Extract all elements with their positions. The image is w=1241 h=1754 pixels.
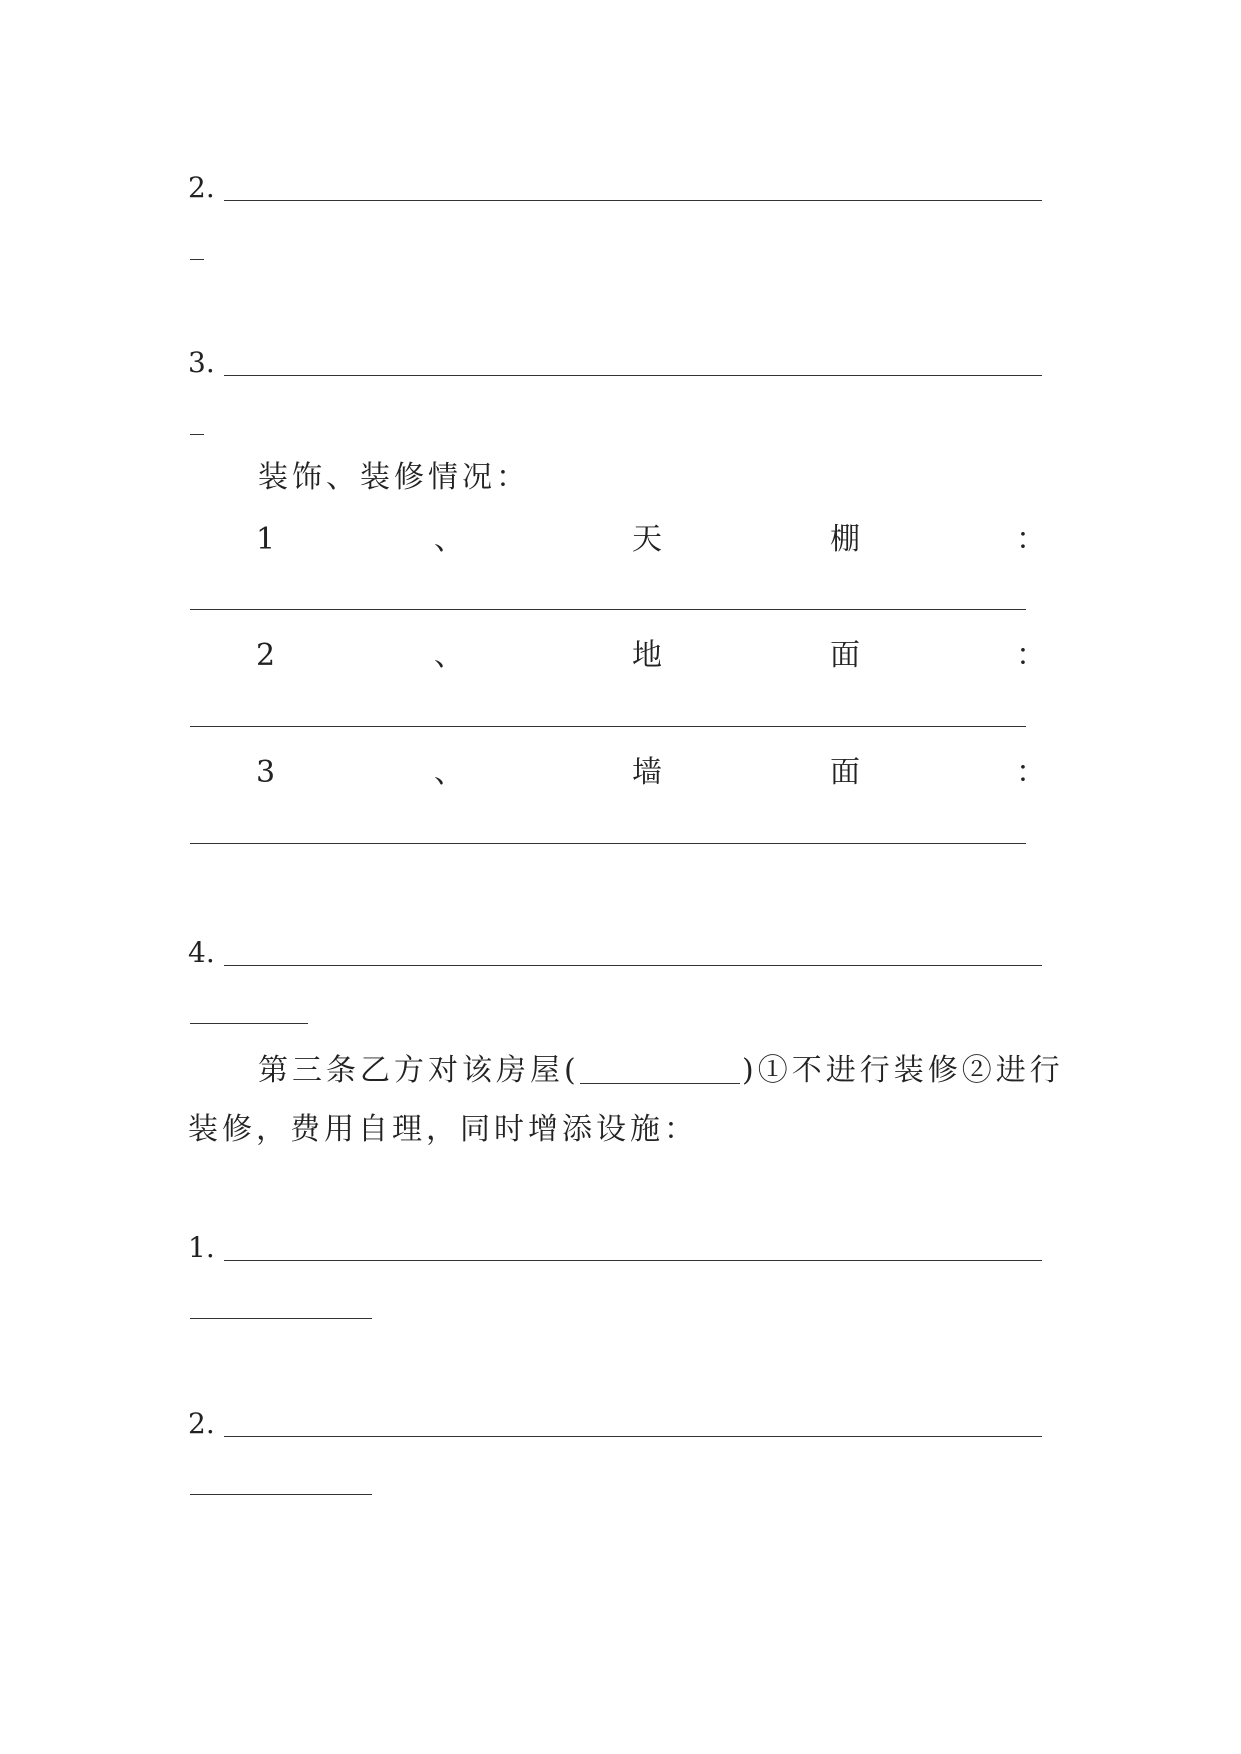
blank-line — [224, 375, 1042, 376]
list-number: 3. — [188, 346, 215, 379]
blank-line — [190, 434, 204, 435]
article-3-line2: 装修，费用自理，同时增添设施： — [188, 1112, 698, 1147]
item-colon: ： — [1016, 755, 1046, 790]
blank-line — [190, 726, 1026, 727]
item-separator: 、 — [434, 522, 464, 557]
item-separator: 、 — [434, 755, 464, 790]
blank-line — [224, 200, 1042, 201]
item-number: 2 — [256, 638, 276, 673]
item-separator: 、 — [434, 638, 464, 673]
item-label-char: 面 — [830, 638, 860, 673]
item-label-char: 墙 — [632, 755, 662, 790]
list-number: 2. — [188, 171, 215, 204]
item-number: 1 — [256, 522, 276, 557]
blank-line — [224, 1436, 1042, 1437]
choice-blank — [580, 1083, 740, 1084]
list-number: 1. — [188, 1231, 215, 1264]
section-heading: 装饰、装修情况： — [258, 460, 530, 495]
article-3-line1-prefix: 第三条乙方对该房屋( — [258, 1053, 580, 1088]
blank-line — [224, 965, 1042, 966]
blank-line — [190, 1023, 308, 1024]
blank-line — [190, 609, 1026, 610]
blank-line — [190, 843, 1026, 844]
item-label-char: 面 — [830, 755, 860, 790]
blank-line — [190, 1494, 372, 1495]
list-number: 2. — [188, 1407, 215, 1440]
item-label-char: 天 — [632, 522, 662, 557]
blank-line — [224, 1260, 1042, 1261]
article-3-line1-suffix: )①不进行装修②进行 — [742, 1053, 1064, 1088]
item-label-char: 地 — [632, 638, 662, 673]
item-number: 3 — [256, 755, 276, 790]
item-colon: ： — [1016, 522, 1046, 557]
item-colon: ： — [1016, 638, 1046, 673]
list-number: 4. — [188, 936, 215, 969]
blank-line — [190, 1318, 372, 1319]
item-label-char: 棚 — [830, 522, 860, 557]
blank-line — [190, 259, 204, 260]
